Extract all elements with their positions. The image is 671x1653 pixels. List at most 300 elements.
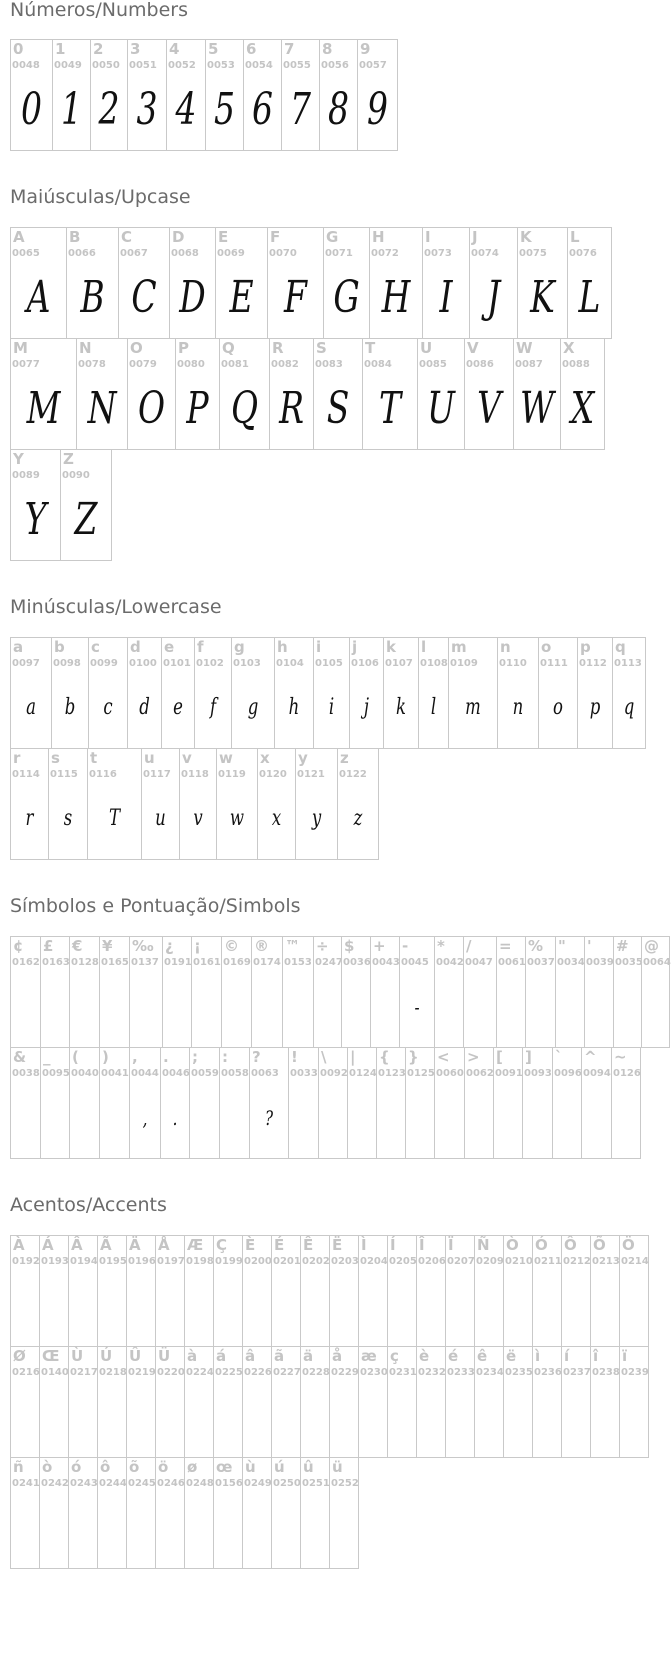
- glyph-sample: [276, 1389, 297, 1445]
- glyph-sample: a: [26, 695, 36, 720]
- glyph-label: ¡: [194, 937, 201, 955]
- glyph-cell: [10, 39, 53, 151]
- glyph-code: 0045: [401, 957, 429, 968]
- glyph-sample: [617, 979, 637, 1035]
- glyph-sample: 4: [175, 84, 197, 135]
- glyph-code: 0243: [70, 1478, 98, 1489]
- glyph-label: D: [172, 228, 185, 246]
- glyph-label: ^: [584, 1048, 597, 1066]
- glyph-sample: S: [326, 383, 350, 434]
- glyph-code: 0212: [563, 1256, 591, 1267]
- glyph-label: 3: [130, 40, 141, 58]
- glyph-label: Å: [158, 1236, 170, 1254]
- glyph-code: 0204: [360, 1256, 388, 1267]
- glyph-sample: [160, 1278, 181, 1334]
- glyph-cell: [213, 1457, 243, 1569]
- glyph-cell: [213, 1235, 243, 1347]
- glyph-cell: [257, 748, 296, 860]
- glyph-sample: m: [465, 695, 481, 720]
- glyph-sample: [305, 1389, 326, 1445]
- glyph-code: 0047: [465, 957, 493, 968]
- glyph-code: 0203: [331, 1256, 359, 1267]
- glyph-cell: [175, 338, 220, 450]
- glyph-cell: [231, 637, 275, 749]
- glyph-code: 0251: [302, 1478, 330, 1489]
- glyph-sample: M: [26, 383, 61, 434]
- glyph-code: 0087: [515, 359, 543, 370]
- glyph-label: Ä: [129, 1236, 141, 1254]
- glyph-cell: [561, 1235, 591, 1347]
- glyph-sample: [595, 1278, 616, 1334]
- glyph-label: K: [520, 228, 532, 246]
- glyph-label: I: [425, 228, 431, 246]
- glyph-label: g: [234, 638, 245, 656]
- glyph-code: 0053: [207, 60, 235, 71]
- glyph-sample: L: [578, 272, 601, 323]
- glyph-code: 0069: [217, 248, 245, 259]
- glyph-code: 0079: [129, 359, 157, 370]
- glyph-cell: [127, 39, 167, 151]
- glyph-label: ;: [192, 1048, 198, 1066]
- glyph-cell: [358, 1346, 388, 1458]
- glyph-sample: j: [363, 695, 370, 720]
- glyph-cell: [39, 1457, 69, 1569]
- glyph-code: 0245: [128, 1478, 156, 1489]
- glyph-label: {: [379, 1048, 390, 1066]
- glyph-sample: T: [378, 383, 402, 434]
- glyph-label: |: [350, 1048, 356, 1066]
- glyph-label: ‰: [132, 937, 154, 955]
- glyph-sample: [287, 979, 310, 1035]
- section-title-lowercase: Minúsculas/Lowercase: [10, 596, 222, 618]
- glyph-code: 0108: [420, 658, 448, 669]
- glyph-label: ¥: [102, 937, 113, 955]
- glyph-cell: [590, 1346, 620, 1458]
- glyph-sample: [616, 1090, 637, 1146]
- glyph-row: [10, 637, 646, 748]
- glyph-sample: h: [288, 695, 300, 720]
- glyph-sample: [218, 1278, 239, 1334]
- glyph-code: 0216: [12, 1367, 40, 1378]
- glyph-code: 0084: [364, 359, 392, 370]
- glyph-code: 0075: [519, 248, 547, 259]
- glyph-code: 0033: [290, 1068, 318, 1079]
- glyph-cell: [219, 1047, 250, 1159]
- glyph-code: 0234: [476, 1367, 504, 1378]
- glyph-label: Ó: [535, 1236, 548, 1254]
- glyph-label: Z: [63, 450, 74, 468]
- glyph-sample: 5: [214, 84, 235, 135]
- glyph-sample: [15, 1389, 36, 1445]
- glyph-cell: [612, 637, 646, 749]
- glyph-code: 0116: [89, 769, 117, 780]
- glyph-sample: [450, 1389, 471, 1445]
- glyph-code: 0231: [389, 1367, 417, 1378]
- glyph-sample: [102, 1389, 123, 1445]
- glyph-code: 0071: [325, 248, 353, 259]
- glyph-sample: [218, 1500, 239, 1556]
- glyph-sample: k: [395, 695, 407, 720]
- glyph-sample: 0: [21, 84, 42, 135]
- glyph-sample: Y: [24, 494, 47, 545]
- glyph-label: H: [372, 228, 385, 246]
- glyph-code: 0048: [12, 60, 40, 71]
- glyph-cell: [416, 1346, 446, 1458]
- glyph-code: 0207: [447, 1256, 475, 1267]
- glyph-code: 0090: [62, 470, 90, 481]
- glyph-cell: [40, 1047, 70, 1159]
- glyph-cell: [68, 1235, 98, 1347]
- glyph-label: œ: [216, 1458, 233, 1476]
- glyph-cell: [532, 1235, 562, 1347]
- glyph-label: È: [245, 1236, 256, 1254]
- glyph-label: ö: [158, 1458, 169, 1476]
- glyph-sample: [645, 979, 665, 1035]
- glyph-label: Ù: [71, 1347, 84, 1365]
- glyph-code: 0056: [321, 60, 349, 71]
- glyph-sample: c: [103, 695, 113, 720]
- glyph-code: 0092: [320, 1068, 348, 1079]
- glyph-cell: [445, 1235, 475, 1347]
- glyph-cell: [474, 1235, 504, 1347]
- glyph-sample: [218, 1389, 239, 1445]
- glyph-sample: [224, 1090, 246, 1146]
- glyph-code: 0174: [253, 957, 281, 968]
- glyph-label: Ì: [361, 1236, 367, 1254]
- glyph-sample: [74, 979, 96, 1035]
- glyph-sample: K: [530, 272, 555, 323]
- glyph-cell: [300, 1457, 330, 1569]
- glyph-code: 0244: [99, 1478, 127, 1489]
- glyph-label: y: [298, 749, 308, 767]
- glyph-code: 0037: [527, 957, 555, 968]
- glyph-code: 0248: [186, 1478, 214, 1489]
- glyph-label: a: [13, 638, 24, 656]
- glyph-code: 0035: [615, 957, 643, 968]
- glyph-label: Ã: [100, 1236, 112, 1254]
- glyph-sample: [468, 979, 492, 1035]
- glyph-cell: [313, 637, 350, 749]
- glyph-cell: [271, 1346, 301, 1458]
- glyph-code: 0119: [218, 769, 246, 780]
- glyph-cell: [387, 1235, 417, 1347]
- glyph-code: 0228: [302, 1367, 330, 1378]
- glyph-cell: [69, 1047, 100, 1159]
- glyph-cell: [417, 338, 465, 450]
- glyph-sample: [508, 1389, 529, 1445]
- glyph-label: /: [466, 937, 472, 955]
- glyph-sample: [293, 1090, 315, 1146]
- glyph-cell: [503, 1235, 533, 1347]
- glyph-code: 0120: [259, 769, 287, 780]
- glyph-label: à: [187, 1347, 198, 1365]
- glyph-cell: [383, 637, 419, 749]
- glyph-label: ]: [525, 1048, 532, 1066]
- glyph-cell: [387, 1346, 417, 1458]
- glyph-label: ï: [622, 1347, 628, 1365]
- glyph-sample: d: [139, 695, 150, 720]
- glyph-cell: [349, 637, 384, 749]
- glyph-code: 0055: [283, 60, 311, 71]
- glyph-code: 0200: [244, 1256, 272, 1267]
- glyph-label: k: [386, 638, 396, 656]
- glyph-label: p: [580, 638, 591, 656]
- glyph-code: 0049: [54, 60, 82, 71]
- glyph-cell: [166, 39, 206, 151]
- glyph-cell: [341, 936, 371, 1048]
- glyph-sample: [595, 1389, 616, 1445]
- glyph-sample: [450, 1278, 471, 1334]
- glyph-sample: [352, 1090, 373, 1146]
- glyph-label: b: [54, 638, 65, 656]
- glyph-sample: u: [155, 806, 166, 831]
- glyph-cell: [69, 936, 100, 1048]
- glyph-label: À: [13, 1236, 25, 1254]
- glyph-label: Y: [13, 450, 24, 468]
- glyph-label: N: [79, 339, 92, 357]
- glyph-label: B: [69, 228, 81, 246]
- glyph-sample: f: [209, 695, 217, 720]
- glyph-cell: [97, 1235, 127, 1347]
- glyph-label: z: [340, 749, 349, 767]
- glyph-cell: [216, 748, 258, 860]
- glyph-row: [10, 1235, 649, 1346]
- section-title-upcase: Maiúsculas/Upcase: [10, 186, 191, 208]
- glyph-label: Ï: [448, 1236, 454, 1254]
- glyph-sample: [375, 979, 396, 1035]
- glyph-code: 0061: [498, 957, 526, 968]
- glyph-cell: [464, 1047, 494, 1159]
- glyph-code: 0122: [339, 769, 367, 780]
- glyph-cell: [416, 1235, 446, 1347]
- glyph-code: 0086: [466, 359, 494, 370]
- glyph-label: £: [43, 937, 54, 955]
- glyph-label: x: [260, 749, 270, 767]
- glyph-cell: [358, 1235, 388, 1347]
- glyph-label: V: [467, 339, 479, 357]
- glyph-label: ò: [42, 1458, 53, 1476]
- glyph-code: 0065: [12, 248, 40, 259]
- glyph-sample: W: [520, 383, 554, 434]
- glyph-label: ¿: [165, 937, 174, 955]
- glyph-code: 0060: [436, 1068, 464, 1079]
- glyph-label: }: [408, 1048, 419, 1066]
- glyph-label: f: [197, 638, 204, 656]
- glyph-code: 0093: [524, 1068, 552, 1079]
- glyph-code: 0050: [92, 60, 120, 71]
- glyph-cell: [10, 1235, 40, 1347]
- glyph-code: 0100: [129, 658, 157, 669]
- glyph-label: 5: [208, 40, 219, 58]
- glyph-label: *: [437, 937, 445, 955]
- glyph-cell: [448, 637, 498, 749]
- glyph-code: 0236: [534, 1367, 562, 1378]
- glyph-label: F: [270, 228, 281, 246]
- glyph-label: i: [316, 638, 322, 656]
- glyph-cell: [205, 39, 244, 151]
- glyph-label: <: [437, 1048, 450, 1066]
- glyph-label: \: [321, 1048, 327, 1066]
- glyph-sample: -: [414, 995, 420, 1019]
- glyph-code: 0249: [244, 1478, 272, 1489]
- glyph-label: 9: [360, 40, 371, 58]
- glyph-sample: r: [25, 806, 34, 831]
- glyph-code: 0077: [12, 359, 40, 370]
- glyph-sample: [392, 1389, 413, 1445]
- glyph-code: 0067: [120, 248, 148, 259]
- glyph-sample: F: [284, 272, 307, 323]
- glyph-sample: 1: [61, 84, 82, 135]
- glyph-sample: [194, 1090, 216, 1146]
- glyph-sample: P: [186, 383, 209, 434]
- glyph-label: M: [13, 339, 28, 357]
- glyph-label: ø: [187, 1458, 198, 1476]
- glyph-code: 0238: [592, 1367, 620, 1378]
- glyph-row: [10, 338, 605, 449]
- glyph-sample: 2: [98, 84, 120, 135]
- glyph-cell: [126, 1235, 156, 1347]
- glyph-cell: [155, 1457, 185, 1569]
- glyph-cell: [445, 1346, 475, 1458]
- glyph-label: Æ: [187, 1236, 204, 1254]
- glyph-cell: [611, 1047, 641, 1159]
- glyph-row: [10, 227, 612, 338]
- glyph-sample: O: [137, 383, 166, 434]
- glyph-code: 0117: [143, 769, 171, 780]
- glyph-cell: [127, 338, 176, 450]
- glyph-cell: [496, 936, 526, 1048]
- glyph-code: 0165: [101, 957, 129, 968]
- glyph-code: 0250: [273, 1478, 301, 1489]
- glyph-code: 0205: [389, 1256, 417, 1267]
- glyph-sample: [74, 1090, 96, 1146]
- glyph-sample: V: [477, 383, 501, 434]
- glyph-sample: 8: [328, 84, 349, 135]
- glyph-cell: [434, 1047, 465, 1159]
- glyph-label: R: [272, 339, 284, 357]
- glyph-label: l: [421, 638, 427, 656]
- glyph-code: 0080: [177, 359, 205, 370]
- glyph-code: 0103: [233, 658, 261, 669]
- glyph-sample: b: [64, 695, 76, 720]
- glyph-cell: [242, 1235, 272, 1347]
- glyph-code: 0225: [215, 1367, 243, 1378]
- glyph-sample: [439, 1090, 461, 1146]
- glyph-sample: o: [553, 695, 563, 720]
- glyph-code: 0102: [196, 658, 224, 669]
- glyph-code: 0237: [563, 1367, 591, 1378]
- glyph-label: O: [130, 339, 143, 357]
- section-title-numbers: Números/Numbers: [10, 0, 188, 21]
- glyph-code: 0211: [534, 1256, 562, 1267]
- glyph-label: +: [373, 937, 386, 955]
- glyph-cell: [68, 1457, 98, 1569]
- glyph-code: 0034: [557, 957, 585, 968]
- glyph-code: 0051: [129, 60, 157, 71]
- glyph-cell: [66, 227, 119, 339]
- glyph-code: 0217: [70, 1367, 98, 1378]
- glyph-code: 0059: [191, 1068, 219, 1079]
- glyph-code: 0088: [562, 359, 590, 370]
- glyph-cell: [567, 227, 612, 339]
- glyph-cell: [219, 338, 270, 450]
- glyph-label: û: [303, 1458, 314, 1476]
- glyph-sample: i: [328, 695, 335, 720]
- glyph-cell: [40, 936, 70, 1048]
- glyph-cell: [313, 936, 342, 1048]
- glyph-code: 0126: [613, 1068, 641, 1079]
- glyph-cell: [221, 936, 252, 1048]
- glyph-cell: [118, 227, 170, 339]
- glyph-code: 0097: [12, 658, 40, 669]
- glyph-cell: [362, 338, 418, 450]
- section-title-accents: Acentos/Accents: [10, 1194, 167, 1216]
- glyph-label: !: [291, 1048, 298, 1066]
- glyph-cell: [522, 1047, 553, 1159]
- glyph-sample: [305, 1278, 326, 1334]
- glyph-label: ã: [274, 1347, 285, 1365]
- glyph-sample: I: [439, 272, 453, 323]
- glyph-code: 0054: [245, 60, 273, 71]
- glyph-cell: [271, 1457, 301, 1569]
- glyph-code: 0104: [276, 658, 304, 669]
- glyph-sample: [317, 979, 337, 1035]
- glyph-cell: [641, 936, 670, 1048]
- glyph-code: 0214: [621, 1256, 649, 1267]
- glyph-code: 0209: [476, 1256, 504, 1267]
- glyph-label: =: [499, 937, 512, 955]
- glyph-sample: [247, 1389, 268, 1445]
- glyph-code: 0039: [586, 957, 614, 968]
- glyph-sample: U: [427, 383, 455, 434]
- glyph-label: Á: [42, 1236, 54, 1254]
- glyph-label: o: [541, 638, 552, 656]
- glyph-code: 0111: [540, 658, 568, 669]
- glyph-sample: [44, 1500, 65, 1556]
- glyph-label: A: [13, 228, 25, 246]
- glyph-sample: [44, 1278, 65, 1334]
- glyph-label: d: [130, 638, 141, 656]
- glyph-sample: D: [179, 272, 206, 323]
- glyph-sample: Z: [74, 494, 98, 545]
- glyph-sample: [421, 1278, 442, 1334]
- glyph-row: [10, 936, 670, 1047]
- glyph-label: Ë: [332, 1236, 343, 1254]
- glyph-sample: [346, 979, 367, 1035]
- glyph-code: 0078: [78, 359, 106, 370]
- glyph-cell: [323, 227, 370, 339]
- glyph-label: n: [500, 638, 511, 656]
- glyph-code: 0040: [71, 1068, 99, 1079]
- glyph-sample: [196, 979, 218, 1035]
- glyph-row: [10, 449, 112, 560]
- glyph-label: X: [563, 339, 575, 357]
- glyph-cell: [10, 449, 61, 561]
- glyph-cell: [249, 1047, 289, 1159]
- glyph-sample: [498, 1090, 519, 1146]
- glyph-sample: [102, 1278, 123, 1334]
- glyph-sample: [439, 979, 460, 1035]
- glyph-label: q: [615, 638, 626, 656]
- glyph-label: &: [13, 1048, 27, 1066]
- glyph-code: 0224: [186, 1367, 214, 1378]
- glyph-cell: [469, 227, 518, 339]
- glyph-code: 0227: [273, 1367, 301, 1378]
- glyph-cell: [497, 637, 539, 749]
- glyph-code: 0195: [99, 1256, 127, 1267]
- glyph-code: 0194: [70, 1256, 98, 1267]
- glyph-sample: [508, 1278, 529, 1334]
